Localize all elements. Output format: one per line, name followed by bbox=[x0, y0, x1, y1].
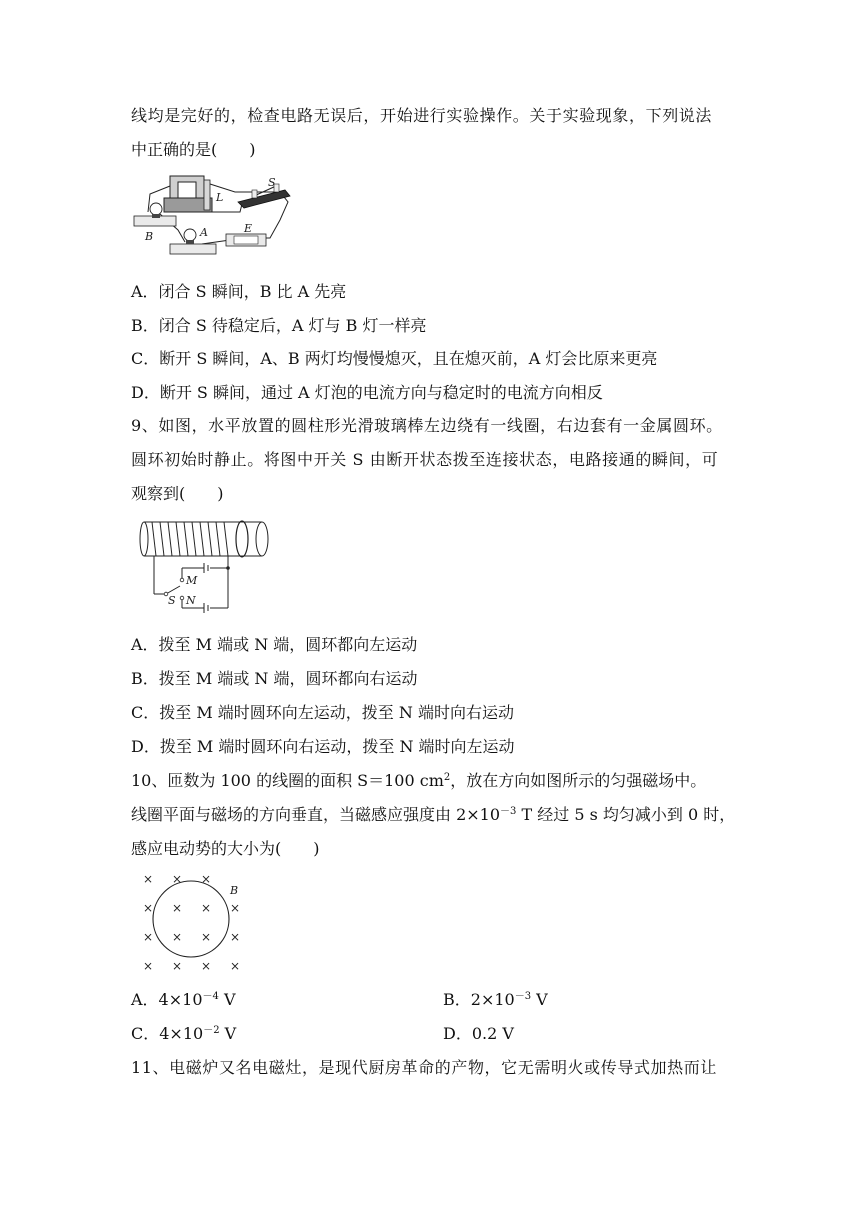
field-cross-mark: × bbox=[201, 872, 212, 886]
q9-option-b: B．拨至 M 端或 N 端，圆环都向右运动 bbox=[131, 669, 418, 688]
q10-options-row-2 bbox=[131, 1024, 631, 1044]
q8-label-s: S bbox=[268, 176, 276, 189]
q10-options-row-1 bbox=[131, 990, 631, 1010]
q9-option-d: D．拨至 M 端时圆环向右运动，拨至 N 端时向左运动 bbox=[131, 737, 515, 756]
q10-option-a-unit: V bbox=[218, 990, 236, 1009]
q10-stem-line-1-part-b: ，放在方向如图所示的匀强磁场中。 bbox=[450, 771, 707, 790]
q10-option-b-unit: V bbox=[531, 990, 548, 1009]
field-cross-mark: × bbox=[172, 901, 183, 915]
field-cross-mark: × bbox=[230, 959, 241, 973]
q10-stem-line-2-part-b: T 经过 5 s 均匀减小到 0 时， bbox=[516, 805, 736, 824]
q9-stem-line-3: 观察到( ) bbox=[131, 484, 224, 503]
q10-option-b-base: B．2×10 bbox=[443, 990, 515, 1009]
q10-stem-line-2-part-a: 线圈平面与磁场的方向垂直，当磁感应强度由 2×10 bbox=[131, 805, 501, 824]
q10-stem-line-2-sup: －3 bbox=[500, 806, 517, 817]
q10-option-a bbox=[131, 990, 236, 1009]
q10-stem-line-1-part-a: 10、匝数为 100 的线圈的面积 S＝100 cm bbox=[131, 771, 444, 790]
q10-option-c-unit: V bbox=[219, 1024, 237, 1043]
q8-label-b: B bbox=[145, 230, 154, 243]
q10-option-b-exp: －3 bbox=[514, 991, 532, 1002]
q8-label-a: A bbox=[200, 226, 208, 239]
q8-label-l: L bbox=[216, 191, 224, 204]
field-cross-mark: × bbox=[143, 872, 154, 886]
q11-stem-line-1: 11、电磁炉又名电磁灶，是现代厨房革命的产物，它无需明火或传导式加热而让 bbox=[131, 1058, 717, 1077]
q9-option-c: C．拨至 M 端时圆环向左运动，拨至 N 端时向右运动 bbox=[131, 703, 514, 722]
q10-stem-line-1 bbox=[131, 771, 706, 791]
q9-label-n: N bbox=[186, 594, 196, 607]
q10-stem-line-1-sup: 2 bbox=[443, 772, 451, 783]
q10-stem-line-3: 感应电动势的大小为( ) bbox=[131, 839, 320, 858]
field-cross-mark: × bbox=[172, 930, 183, 944]
q9-coil-rod-figure bbox=[138, 518, 278, 618]
q9-label-m: M bbox=[186, 574, 198, 587]
q10-option-c bbox=[131, 1024, 236, 1043]
q8-label-e: E bbox=[244, 222, 253, 235]
field-cross-mark: × bbox=[143, 959, 154, 973]
field-cross-mark: × bbox=[143, 901, 154, 915]
q8-circuit-figure bbox=[130, 172, 300, 262]
field-cross-mark: × bbox=[143, 930, 154, 944]
field-cross-mark: × bbox=[230, 930, 241, 944]
q8-option-d: D．断开 S 瞬间，通过 A 灯泡的电流方向与稳定时的电流方向相反 bbox=[131, 383, 603, 402]
q8-option-c: C．断开 S 瞬间，A、B 两灯均慢慢熄灭，且在熄灭前，A 灯会比原来更亮 bbox=[131, 349, 658, 368]
q8-stem-line-2: 中正确的是( ) bbox=[131, 140, 256, 159]
q9-label-s: S bbox=[168, 594, 176, 607]
q8-stem-line-1: 线均是完好的，检查电路无误后，开始进行实验操作。关于实验现象，下列说法 bbox=[131, 106, 713, 125]
q10-option-c-base: C．4×10 bbox=[131, 1024, 204, 1043]
field-cross-mark: × bbox=[201, 930, 212, 944]
q10-magnetic-field-figure bbox=[134, 868, 254, 978]
field-cross-mark: × bbox=[230, 901, 241, 915]
q10-option-a-base: A．4×10 bbox=[131, 990, 203, 1009]
q10-option-d: D．0.2 V bbox=[443, 1024, 514, 1043]
field-cross-mark: × bbox=[201, 959, 212, 973]
field-cross-mark: × bbox=[172, 959, 183, 973]
q10-option-c-exp: －2 bbox=[203, 1025, 220, 1036]
q10-option-a-exp: －4 bbox=[202, 991, 219, 1002]
q10-stem-line-2 bbox=[131, 805, 735, 825]
q8-option-b: B．闭合 S 待稳定后，A 灯与 B 灯一样亮 bbox=[131, 316, 427, 335]
q8-option-a: A．闭合 S 瞬间，B 比 A 先亮 bbox=[131, 282, 347, 301]
q10-label-b: B bbox=[230, 884, 239, 897]
q9-stem-line-1: 9、如图，水平放置的圆柱形光滑玻璃棒左边绕有一线圈，右边套有一金属圆环。 bbox=[131, 416, 723, 435]
field-cross-mark: × bbox=[172, 872, 183, 886]
q9-stem-line-2: 圆环初始时静止。将图中开关 S 由断开状态拨至连接状态，电路接通的瞬间，可 bbox=[131, 450, 719, 469]
field-cross-mark: × bbox=[201, 901, 212, 915]
q9-option-a: A．拨至 M 端或 N 端，圆环都向左运动 bbox=[131, 635, 418, 654]
q10-option-b bbox=[443, 990, 548, 1010]
